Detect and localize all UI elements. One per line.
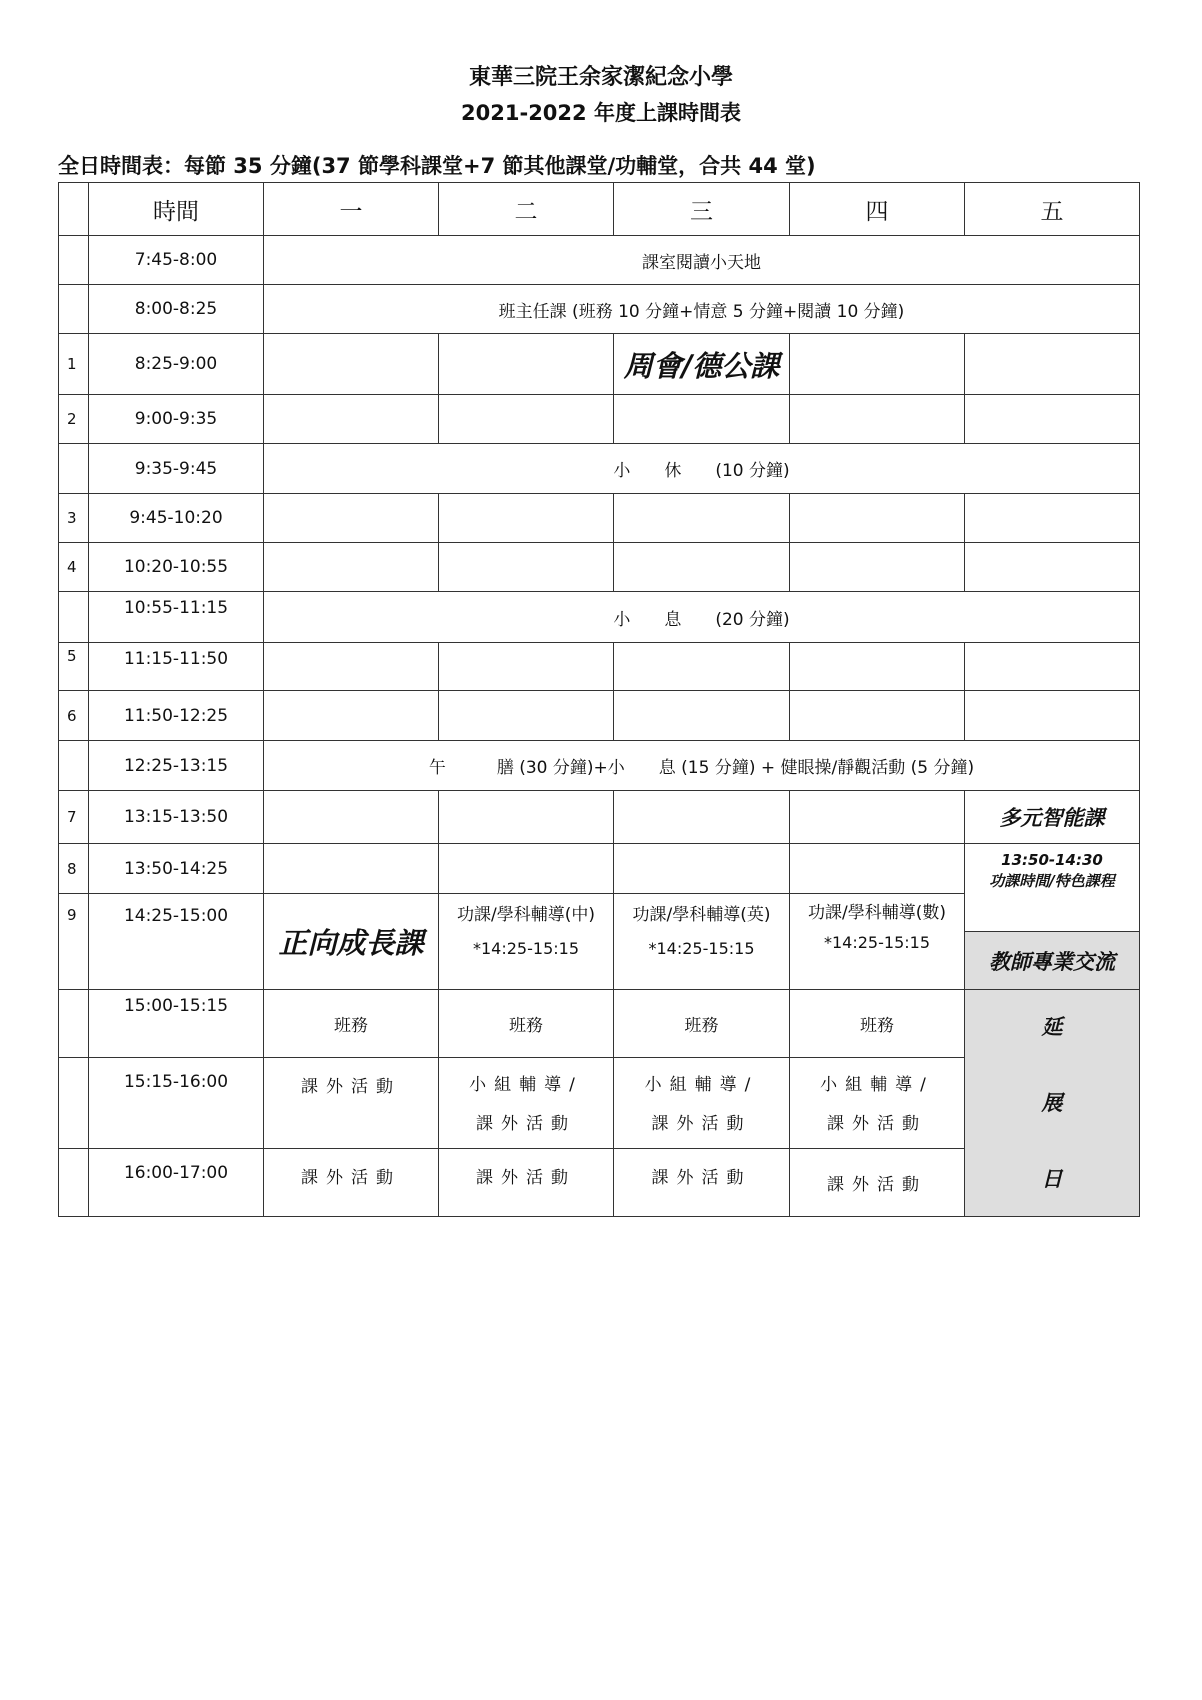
positive-growth-cell: 正向成長課 bbox=[264, 894, 439, 990]
slot-wed bbox=[614, 494, 790, 543]
slot-tue bbox=[439, 543, 614, 592]
slot-thu bbox=[790, 844, 965, 894]
time-cell: 9:45-10:20 bbox=[89, 494, 264, 543]
time-cell: 13:50-14:25 bbox=[89, 844, 264, 894]
slot-tue bbox=[439, 691, 614, 741]
activity-label: 課外活動 bbox=[476, 1114, 576, 1134]
row-period-5 bbox=[59, 643, 1140, 691]
slot-fri bbox=[965, 494, 1140, 543]
header-time: 時間 bbox=[89, 183, 264, 236]
timetable-subtitle: 全日時間表：每節 35 分鐘(37 節學科課堂+7 節其他課堂/功輔堂，合共 44 堂) bbox=[58, 154, 816, 178]
slot-fri bbox=[965, 543, 1140, 592]
slot-tue bbox=[439, 844, 614, 894]
slot-tue bbox=[439, 791, 614, 844]
slot-wed bbox=[614, 395, 790, 444]
slot-mon bbox=[264, 543, 439, 592]
time-cell: 7:45-8:00 bbox=[89, 236, 264, 285]
time-cell: 12:25-13:15 bbox=[89, 741, 264, 791]
slot-tue bbox=[439, 494, 614, 543]
header-fri: 五 bbox=[965, 183, 1140, 236]
slot-wed bbox=[614, 643, 790, 691]
group-tutorial-thu bbox=[790, 1058, 965, 1149]
class-duty-mon: 班務 bbox=[264, 990, 439, 1058]
time-cell: 8:00-8:25 bbox=[89, 285, 264, 334]
row-period-6 bbox=[59, 691, 1140, 741]
period-num bbox=[59, 741, 89, 791]
recess-cell: 小 息 (20 分鐘) bbox=[264, 592, 1140, 643]
period-num: 5 bbox=[59, 643, 89, 691]
group-tutorial-label: 小組輔導/ bbox=[644, 1075, 759, 1095]
slot-mon bbox=[264, 791, 439, 844]
row-period-3 bbox=[59, 494, 1140, 543]
group-tutorial-label: 小組輔導/ bbox=[469, 1075, 583, 1095]
row-period-1 bbox=[59, 334, 1140, 395]
header-tue: 二 bbox=[439, 183, 614, 236]
header-thu: 四 bbox=[790, 183, 965, 236]
group-tutorial-wed bbox=[614, 1058, 790, 1149]
time-cell: 11:15-11:50 bbox=[89, 643, 264, 691]
slot-thu bbox=[790, 334, 965, 395]
slot-fri bbox=[965, 395, 1140, 444]
slot-thu bbox=[790, 395, 965, 444]
slot-mon bbox=[264, 643, 439, 691]
period-num: 3 bbox=[59, 494, 89, 543]
slot-wed bbox=[614, 791, 790, 844]
tutorial-label: 功課/學科輔導(英) bbox=[632, 905, 771, 925]
slot-mon bbox=[264, 334, 439, 395]
period-num bbox=[59, 1149, 89, 1217]
time-cell: 13:15-13:50 bbox=[89, 791, 264, 844]
period-num: 4 bbox=[59, 543, 89, 592]
slot-thu bbox=[790, 543, 965, 592]
period-num bbox=[59, 236, 89, 285]
row-period-7 bbox=[59, 791, 1140, 844]
class-duty-wed: 班務 bbox=[614, 990, 790, 1058]
class-duty-thu: 班務 bbox=[790, 990, 965, 1058]
tutorial-english-cell bbox=[614, 894, 790, 990]
slot-tue bbox=[439, 643, 614, 691]
homework-time-cell bbox=[965, 844, 1140, 932]
row-recess bbox=[59, 592, 1140, 643]
time-cell: 9:00-9:35 bbox=[89, 395, 264, 444]
assembly-cell: 周會/德公課 bbox=[614, 334, 790, 395]
lunch-cell: 午 膳 (30 分鐘)+小 息 (15 分鐘) + 健眼操/靜觀活動 (5 分鐘) bbox=[264, 741, 1140, 791]
activity-mon: 課外活動 bbox=[264, 1058, 439, 1149]
slot-thu bbox=[790, 643, 965, 691]
year-title: 2021-2022 年度上課時間表 bbox=[461, 101, 741, 125]
activity-mon: 課外活動 bbox=[264, 1149, 439, 1217]
group-tutorial-tue bbox=[439, 1058, 614, 1149]
period-num: 9 bbox=[59, 894, 89, 990]
time-cell: 8:25-9:00 bbox=[89, 334, 264, 395]
period-num: 2 bbox=[59, 395, 89, 444]
slot-tue bbox=[439, 334, 614, 395]
short-break-cell: 小 休 (10 分鐘) bbox=[264, 444, 1140, 494]
slot-thu bbox=[790, 691, 965, 741]
slot-fri bbox=[965, 334, 1140, 395]
time-cell: 10:55-11:15 bbox=[89, 592, 264, 643]
row-class-teacher bbox=[59, 285, 1140, 334]
extended-day-cell bbox=[965, 990, 1140, 1217]
group-tutorial-label: 小組輔導/ bbox=[820, 1075, 934, 1095]
time-cell: 15:00-15:15 bbox=[89, 990, 264, 1058]
header-row bbox=[59, 183, 1140, 236]
tutorial-chinese-cell bbox=[439, 894, 614, 990]
class-duty-tue: 班務 bbox=[439, 990, 614, 1058]
header-mon: 一 bbox=[264, 183, 439, 236]
period-num: 8 bbox=[59, 844, 89, 894]
period-num: 7 bbox=[59, 791, 89, 844]
slot-wed bbox=[614, 543, 790, 592]
slot-fri bbox=[965, 691, 1140, 741]
multiple-intelligence-cell: 多元智能課 bbox=[965, 791, 1140, 844]
timetable bbox=[58, 182, 1140, 1217]
tutorial-label: 功課/學科輔導(中) bbox=[457, 905, 595, 925]
time-cell: 16:00-17:00 bbox=[89, 1149, 264, 1217]
row-short-break bbox=[59, 444, 1140, 494]
header-wed: 三 bbox=[614, 183, 790, 236]
slot-mon bbox=[264, 844, 439, 894]
extended-day-char: 延 bbox=[1041, 1015, 1063, 1039]
row-period-2 bbox=[59, 395, 1140, 444]
period-num bbox=[59, 592, 89, 643]
slot-thu bbox=[790, 494, 965, 543]
time-cell: 14:25-15:00 bbox=[89, 894, 264, 990]
activity-wed: 課外活動 bbox=[614, 1149, 790, 1217]
slot-mon bbox=[264, 395, 439, 444]
time-cell: 10:20-10:55 bbox=[89, 543, 264, 592]
homework-time-label: 功課時間/特色課程 bbox=[989, 872, 1115, 890]
activity-label: 課外活動 bbox=[651, 1114, 752, 1134]
slot-wed bbox=[614, 691, 790, 741]
class-teacher-cell: 班主任課 (班務 10 分鐘+情意 5 分鐘+閱讀 10 分鐘) bbox=[264, 285, 1140, 334]
tutorial-time: *14:25-15:15 bbox=[648, 939, 755, 958]
time-cell: 9:35-9:45 bbox=[89, 444, 264, 494]
tutorial-maths-cell bbox=[790, 894, 965, 990]
tutorial-time: *14:25-15:15 bbox=[824, 933, 930, 952]
row-reading bbox=[59, 236, 1140, 285]
period-num: 1 bbox=[59, 334, 89, 395]
school-name: 東華三院王余家潔紀念小學 bbox=[468, 65, 733, 90]
activity-label: 課外活動 bbox=[827, 1114, 927, 1134]
time-cell: 11:50-12:25 bbox=[89, 691, 264, 741]
period-num bbox=[59, 1058, 89, 1149]
slot-mon bbox=[264, 691, 439, 741]
period-num: 6 bbox=[59, 691, 89, 741]
extended-day-char: 展 bbox=[1041, 1091, 1063, 1115]
slot-wed bbox=[614, 844, 790, 894]
period-num bbox=[59, 444, 89, 494]
period-num bbox=[59, 285, 89, 334]
row-class-duty bbox=[59, 990, 1140, 1058]
homework-time-range: 13:50-14:30 bbox=[1001, 851, 1103, 869]
activity-tue: 課外活動 bbox=[439, 1149, 614, 1217]
extended-day-char: 日 bbox=[1041, 1167, 1063, 1191]
header-blank bbox=[59, 183, 89, 236]
row-period-4 bbox=[59, 543, 1140, 592]
time-cell: 15:15-16:00 bbox=[89, 1058, 264, 1149]
slot-tue bbox=[439, 395, 614, 444]
slot-thu bbox=[790, 791, 965, 844]
slot-mon bbox=[264, 494, 439, 543]
tutorial-label: 功課/學科輔導(數) bbox=[808, 903, 946, 923]
row-lunch bbox=[59, 741, 1140, 791]
slot-fri bbox=[965, 643, 1140, 691]
row-period-8 bbox=[59, 844, 1140, 894]
reading-cell: 課室閱讀小天地 bbox=[264, 236, 1140, 285]
tutorial-time: *14:25-15:15 bbox=[473, 939, 579, 958]
activity-thu: 課外活動 bbox=[790, 1149, 965, 1217]
teacher-exchange-cell: 教師專業交流 bbox=[965, 932, 1140, 990]
period-num bbox=[59, 990, 89, 1058]
